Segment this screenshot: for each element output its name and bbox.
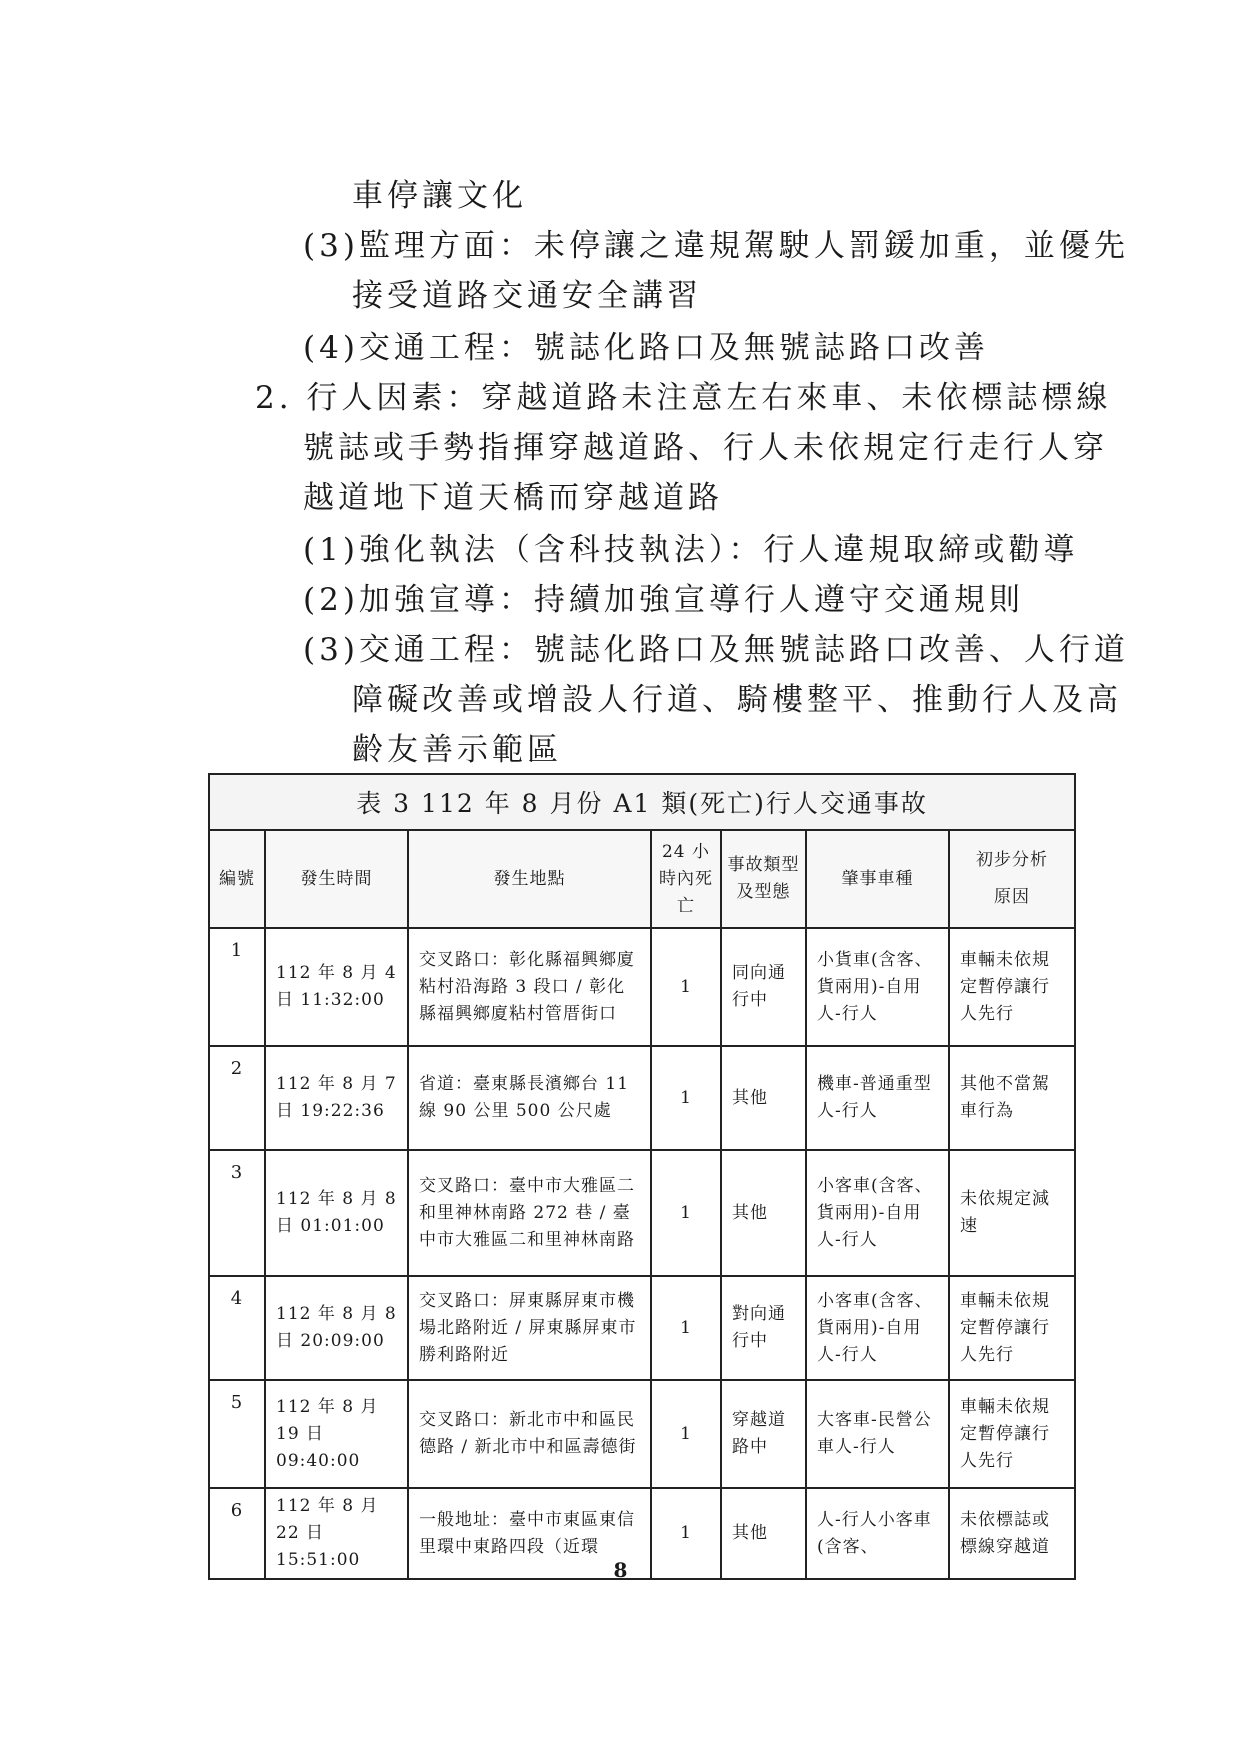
row-place: 省道：臺東縣長濱鄉台 11 線 90 公里 500 公尺處 (408, 1046, 651, 1150)
body-line-12: 齡友善示範區 (352, 732, 562, 768)
row-time: 112 年 8 月 8 日 20:09:00 (265, 1276, 408, 1380)
body-line-1: 車停讓文化 (352, 178, 527, 214)
row-vehicle: 小客車(含客、貨兩用)-自用人-行人 (806, 1150, 949, 1276)
body-line-3: 接受道路交通安全講習 (352, 278, 702, 314)
row-no: 1 (209, 928, 265, 1046)
header-death: 24 小時內死亡 (651, 830, 721, 928)
row-vehicle: 小貨車(含客、貨兩用)-自用人-行人 (806, 928, 949, 1046)
header-cause (949, 830, 1075, 928)
row-place: 交叉路口：新北市中和區民德路 / 新北市中和區壽德街 (408, 1380, 651, 1488)
body-line-6: 號誌或手勢指揮穿越道路、行人未依規定行走行人穿 (303, 430, 1108, 466)
table-header-row (209, 830, 1075, 928)
body-line-11: 障礙改善或增設人行道、騎樓整平、推動行人及高 (352, 682, 1122, 718)
header-cause-top: 初步分析 (976, 850, 1049, 870)
row-cause: 未依標誌或標線穿越道 (949, 1488, 1075, 1579)
table-row (209, 1046, 1075, 1150)
row-death: 1 (651, 1150, 721, 1276)
row-cause: 車輛未依規定暫停讓行人先行 (949, 1380, 1075, 1488)
row-cause: 車輛未依規定暫停讓行人先行 (949, 928, 1075, 1046)
row-time: 112 年 8 月 8 日 01:01:00 (265, 1150, 408, 1276)
row-death: 1 (651, 928, 721, 1046)
row-place: 一般地址：臺中市東區東信里環中東路四段（近環 (408, 1488, 651, 1579)
body-line-7: 越道地下道天橋而穿越道路 (303, 480, 723, 516)
body-line-8: (1)強化執法（含科技執法）：行人違規取締或勸導 (303, 532, 1079, 568)
row-type: 其他 (721, 1488, 806, 1579)
row-no: 5 (209, 1380, 265, 1488)
row-time: 112 年 8 月 22 日 15:51:00 (265, 1488, 408, 1579)
header-cause-bottom: 原因 (994, 887, 1031, 907)
body-line-9: (2)加強宣導：持續加強宣導行人遵守交通規則 (303, 582, 1024, 618)
accident-table-wrapper (208, 773, 1074, 1580)
row-type: 對向通行中 (721, 1276, 806, 1380)
body-line-4: (4)交通工程：號誌化路口及無號誌路口改善 (303, 330, 989, 366)
body-line-5: 2. 行人因素：穿越道路未注意左右來車、未依標誌標線 (255, 380, 1112, 416)
row-no: 3 (209, 1150, 265, 1276)
row-cause: 其他不當駕車行為 (949, 1046, 1075, 1150)
row-no: 6 (209, 1488, 265, 1579)
row-death: 1 (651, 1380, 721, 1488)
row-death: 1 (651, 1276, 721, 1380)
row-no: 2 (209, 1046, 265, 1150)
row-death: 1 (651, 1488, 721, 1579)
row-time: 112 年 8 月 19 日 09:40:00 (265, 1380, 408, 1488)
header-vehicle: 肇事車種 (806, 830, 949, 928)
row-place: 交叉路口：彰化縣福興鄉廈粘村沿海路 3 段口 / 彰化縣福興鄉廈粘村管厝街口 (408, 928, 651, 1046)
table-row (209, 1150, 1075, 1276)
row-vehicle: 小客車(含客、貨兩用)-自用人-行人 (806, 1276, 949, 1380)
row-vehicle: 人-行人小客車(含客、 (806, 1488, 949, 1579)
row-type: 同向通行中 (721, 928, 806, 1046)
row-time: 112 年 8 月 4 日 11:32:00 (265, 928, 408, 1046)
row-time: 112 年 8 月 7 日 19:22:36 (265, 1046, 408, 1150)
header-no: 編號 (209, 830, 265, 928)
header-time: 發生時間 (265, 830, 408, 928)
row-place: 交叉路口：屏東縣屏東市機場北路附近 / 屏東縣屏東市勝利路附近 (408, 1276, 651, 1380)
row-cause: 車輛未依規定暫停讓行人先行 (949, 1276, 1075, 1380)
page-number: 8 (613, 1558, 628, 1582)
table-title: 表 3 112 年 8 月份 A1 類(死亡)行人交通事故 (209, 774, 1075, 830)
table-row (209, 1380, 1075, 1488)
body-line-2: (3)監理方面：未停讓之違規駕駛人罰鍰加重，並優先 (303, 228, 1129, 264)
row-type: 其他 (721, 1150, 806, 1276)
row-type: 其他 (721, 1046, 806, 1150)
row-type: 穿越道路中 (721, 1380, 806, 1488)
accident-table (208, 773, 1076, 1580)
row-vehicle: 機車-普通重型人-行人 (806, 1046, 949, 1150)
row-cause: 未依規定減速 (949, 1150, 1075, 1276)
row-death: 1 (651, 1046, 721, 1150)
row-no: 4 (209, 1276, 265, 1380)
table-row (209, 1276, 1075, 1380)
table-row (209, 928, 1075, 1046)
body-line-10: (3)交通工程：號誌化路口及無號誌路口改善、人行道 (303, 632, 1129, 668)
header-place: 發生地點 (408, 830, 651, 928)
header-type: 事故類型及型態 (721, 830, 806, 928)
row-vehicle: 大客車-民營公車人-行人 (806, 1380, 949, 1488)
row-place: 交叉路口：臺中市大雅區二和里神林南路 272 巷 / 臺中市大雅區二和里神林南路 (408, 1150, 651, 1276)
